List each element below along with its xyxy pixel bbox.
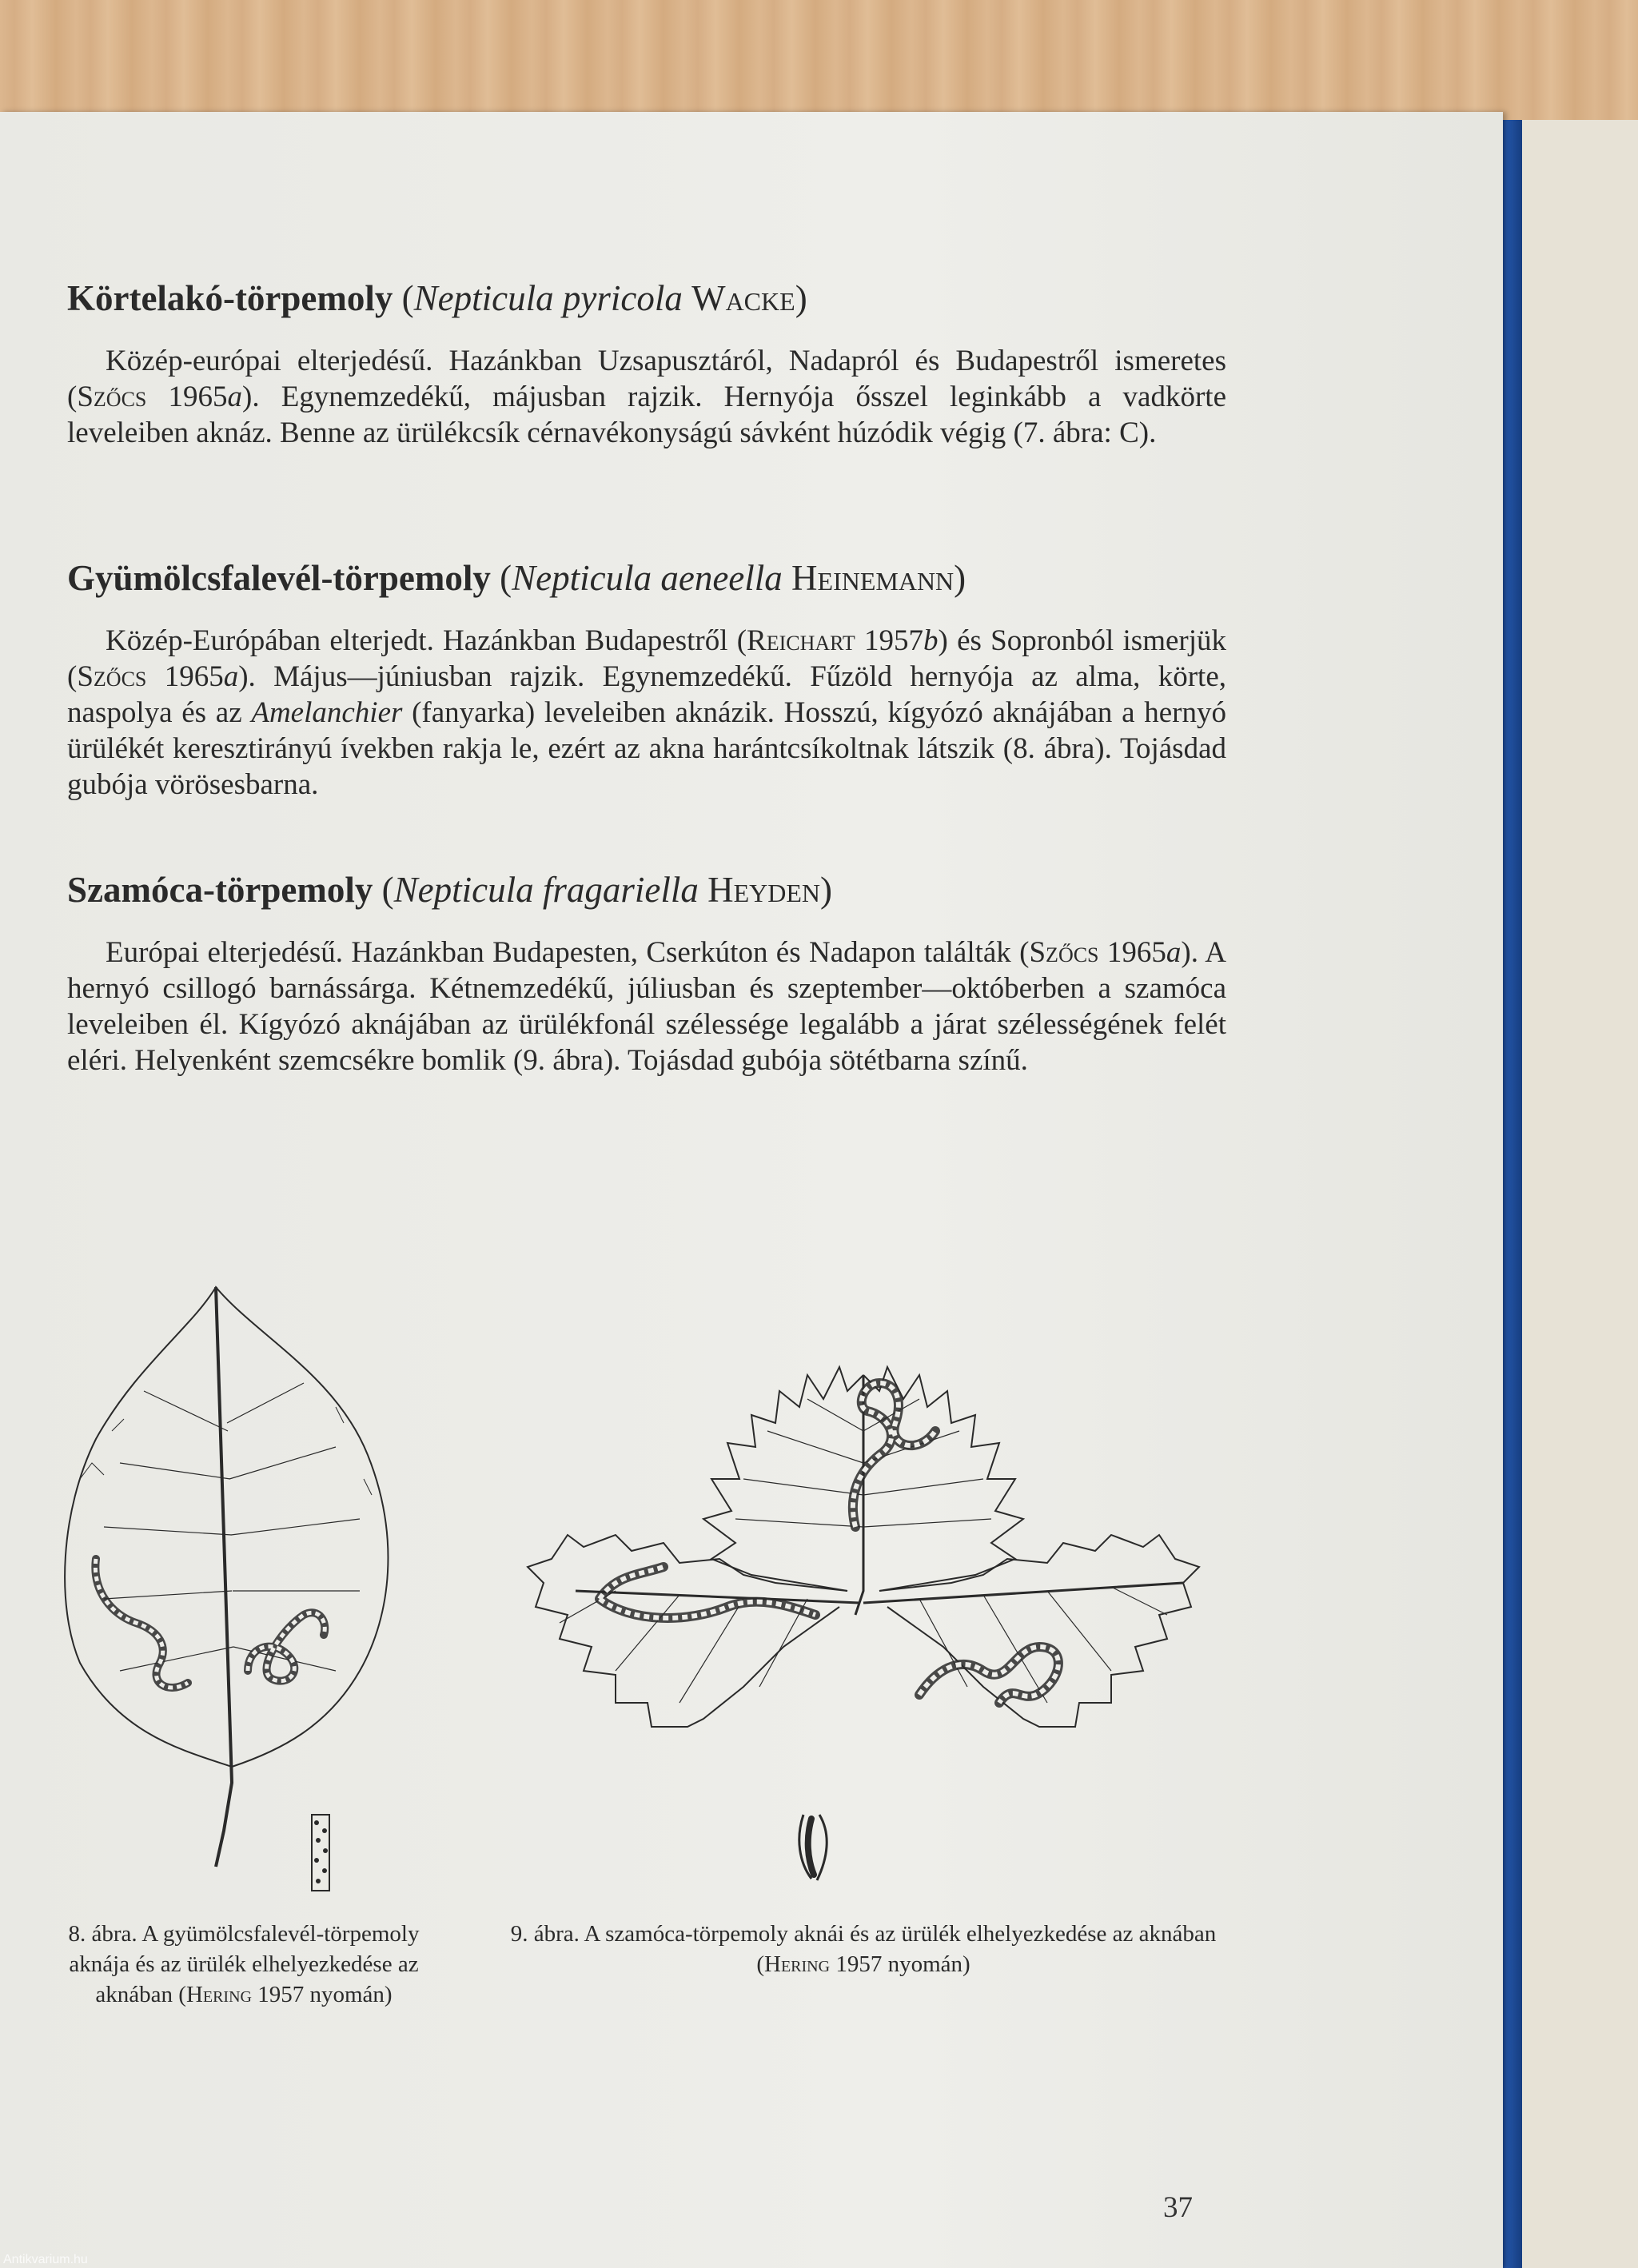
book-page — [0, 112, 1503, 2268]
section-aeneella — [67, 556, 1226, 803]
section-fragariella — [67, 867, 1226, 1078]
page-number: 37 — [1163, 2191, 1193, 2224]
species-author: Heinemann — [791, 558, 955, 598]
species-author: Heyden — [707, 870, 821, 910]
section-title: Körtelakó-törpemoly (Nepticula pyricola Wacke) — [67, 278, 807, 318]
section-paragraph: Közép-európai elterjedésű. Hazánkban Uzsapusztáról, Nadapról és Budapestről ismeretes (Szőcs 1965a). Egynemzedékű, májusban rajzik. Hernyója ősszel leginkább a vadkörte leveleiben aknáz. Benne az ürülékcsík cérnavékonyságú sávként húzódik végig (7. ábra: C). — [67, 345, 1227, 449]
figure-9-caption: 9. ábra. A szamóca-törpemoly aknái és az ürülék elhelyezkedése az aknában (Hering 1957 nyomán) — [510, 1921, 1217, 1977]
section-title: Gyümölcsfalevél-törpemoly (Nepticula aeneella Heinemann) — [67, 558, 966, 598]
species-author: Wacke — [691, 278, 795, 318]
section-paragraph: Közép-Európában elterjedt. Hazánkban Budapestről (Reichart 1957b) és Sopronból ismerjük (Szőcs 1965a). Május—júniusban rajzik. Egynemzedékű. Fűzöld hernyója az alma, körte, naspolya és az Amelanchier (fanyarka) leveleiben aknázik. Hosszú, kígyózó aknájában a hernyó ürülékét keresztirányú ívekben rakja le, ezért az akna harántcsíkoltnak látszik (8. ábra). Tojásdad gubója vörösesbarna. — [67, 624, 1227, 801]
figure-8-caption: 8. ábra. A gyümölcsfalevél-törpemoly aknája és az ürülék elhelyezkedése az aknában (Hering 1957 nyomán) — [68, 1921, 420, 2007]
section-pyricola — [67, 276, 1226, 451]
latin-name: Nepticula aeneella — [512, 558, 783, 598]
watermark: Antikvarium.hu — [3, 2253, 88, 2266]
figure-9-leaf-illustration — [504, 1271, 1223, 1887]
common-name: Szamóca-törpemoly — [67, 870, 373, 910]
common-name: Körtelakó-törpemoly — [67, 278, 393, 318]
common-name: Gyümölcsfalevél-törpemoly — [67, 558, 491, 598]
section-title: Szamóca-törpemoly (Nepticula fragariella Heyden) — [67, 870, 833, 910]
latin-name: Nepticula pyricola — [413, 278, 683, 318]
latin-name: Nepticula fragariella — [393, 870, 699, 910]
figure-8-leaf-illustration — [48, 1271, 416, 1903]
section-paragraph: Európai elterjedésű. Hazánkban Budapesten, Cserkúton és Nadapon találták (Szőcs 1965a). A hernyó csillogó barnássárga. Kétnemzedékű, júliusban és szeptember—októberben a szamóca leveleiben él. Kígyózó aknájában az ürülékfonál szélessége legalább a járat szélességének felét eléri. Helyenként szemcsékre bomlik (9. ábra). Tojásdad gubója sötétbarna színű. — [67, 936, 1226, 1077]
